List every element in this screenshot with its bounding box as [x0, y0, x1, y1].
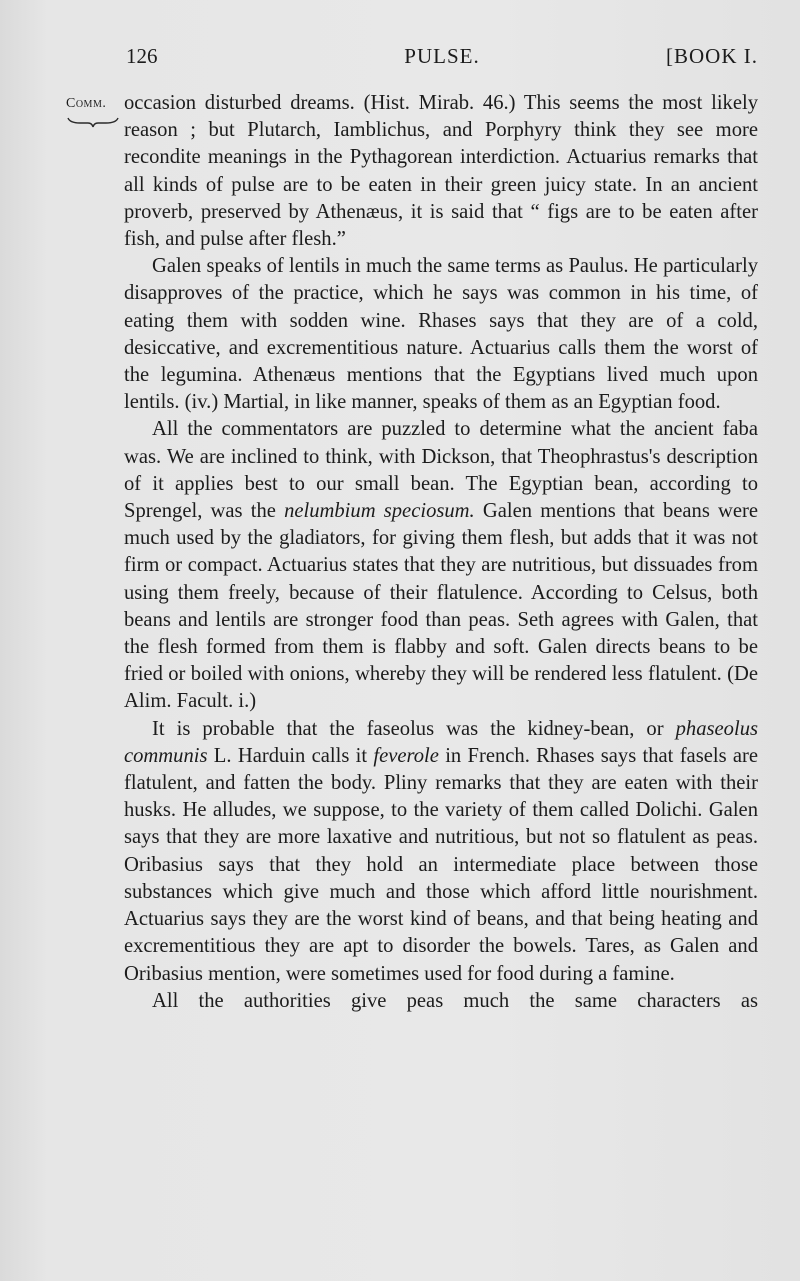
- text-segment: in French. Rhases says that fasels are flatulent, and fatten the body. Pliny remarks that they are eaten with their husks. He alludes, we suppose, to the variety of them called Dolichi. Galen says that they are more laxative and nutritious, but not so flatulent as peas. Oribasius says that they hold an intermediate place between those substances which give much and those which afford little nourishment. Actuarius says they are the worst kind of beans, and that being heating and excrementitious they are apt to disorder the bowels. Tares, as Galen and Oribasius mention, were sometimes used for food during a famine.: [124, 744, 759, 985]
- book-reference: [BOOK I.: [666, 44, 758, 68]
- text-segment: Galen speaks of lentils in much the same terms as Paulus. He particularly disapproves of the practice, which he says was common in his time, of eating them with sodden wine. Rhases says that they are of a cold, desiccative, and excrementitious nature. Actuarius calls them the worst of the legumina. Athenæus mentions that the Egyptians lived much upon lentils. (iv.) Martial, in like manner, speaks of them as an Egyptian food.: [124, 255, 758, 414]
- running-title: PULSE.: [404, 44, 480, 68]
- text-segment: It is probable that the faseolus was the kidney-bean, or: [152, 717, 676, 740]
- paragraph: [124, 416, 758, 715]
- paragraph: [124, 988, 758, 1015]
- italic-term: nelumbium speciosum.: [284, 500, 475, 523]
- page-number: 126: [126, 44, 158, 68]
- margin-brace-icon: [66, 116, 120, 128]
- running-head: [126, 44, 758, 74]
- text-segment: Galen mentions that beans were much used by the gladiators, for giving them flesh, but adds that it was not firm or compact. Actuarius states that they are nutritious, but dissuades from using them freely, because of their flatulence. According to Celsus, both beans and lentils are stronger food than peas. Seth agrees with Galen, that the flesh formed from them is flabby and soft. Galen directs beans to be fried or boiled with onions, whereby they will be rendered less flatulent. (De Alim. Facult. i.): [124, 500, 759, 713]
- body-text: [124, 90, 758, 1015]
- paragraph: [124, 253, 758, 416]
- text-segment: All the commentators are puzzled to determine what the ancient faba was. We are inclined to think, with Dickson, that Theophrastus's description of it applies best to our small bean. The Egyptian bean, according to Sprengel, was the: [124, 418, 758, 523]
- text-segment: occasion disturbed dreams. (Hist. Mirab. 46.) This seems the most likely reason ; but Plutarch, Iamblichus, and Porphyry think they see more recondite meanings in the Pythagorean interdiction. Actuarius remarks that all kinds of pulse are to be eaten in their green juicy state. In an ancient proverb, preserved by Athenæus, it is said that “ figs are to be eaten after fish, and pulse after flesh.”: [124, 92, 758, 251]
- margin-note-commentary: Comm.: [66, 96, 107, 111]
- italic-term: feverole: [373, 744, 439, 767]
- text-segment: All the authorities give peas much the same characters as: [152, 989, 758, 1012]
- italic-term: phaseolus communis: [124, 717, 758, 767]
- paragraph: [124, 90, 758, 253]
- paragraph: [124, 716, 758, 988]
- text-segment: L. Harduin calls it: [207, 744, 374, 767]
